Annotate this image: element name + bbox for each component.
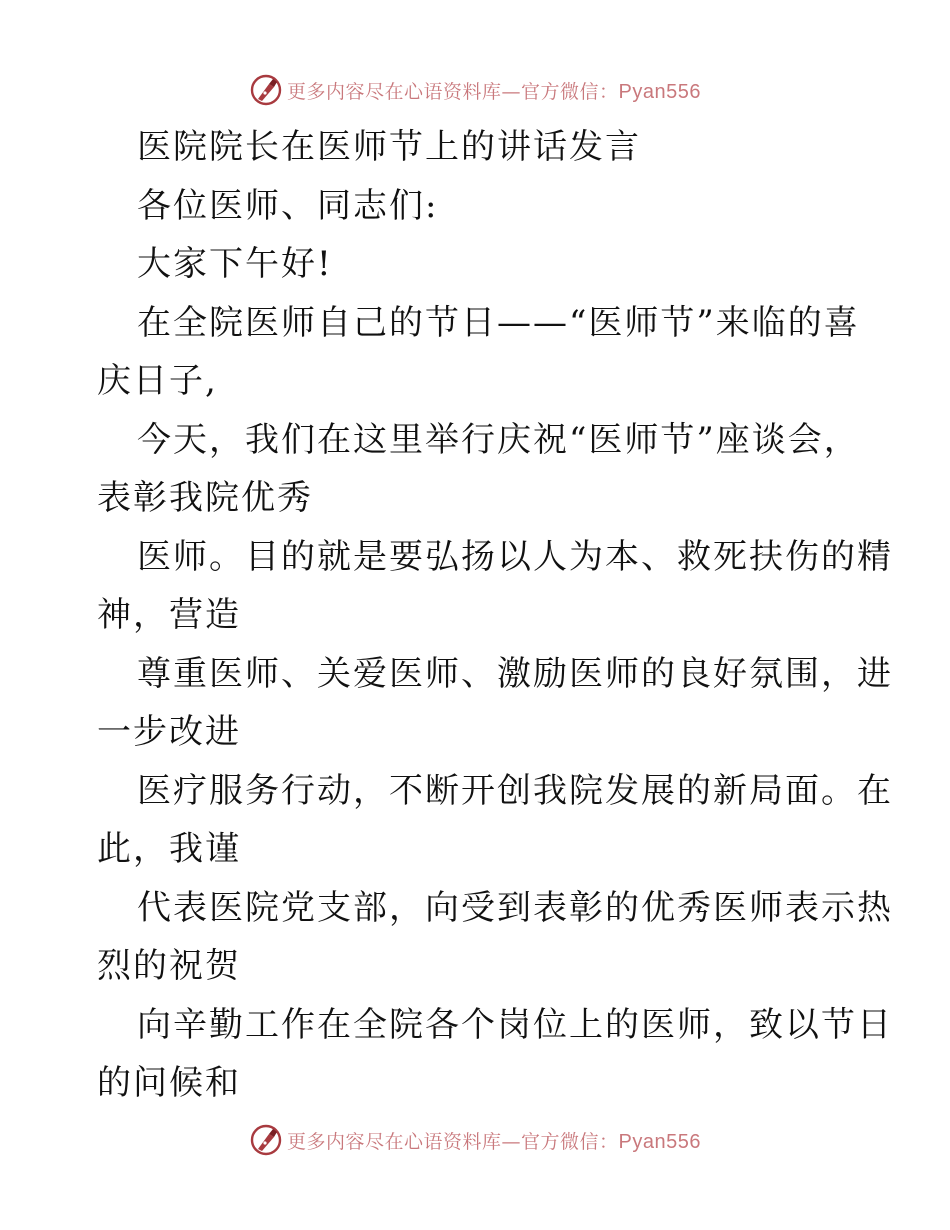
paragraph-line: 向辛勤工作在全院各个岗位上的医师，致以节日 xyxy=(137,1004,893,1045)
document-body xyxy=(97,118,893,1113)
paragraph-line: 神，营造 xyxy=(97,595,241,635)
pen-nib-logo-icon xyxy=(249,1123,283,1157)
paragraph-line: 医疗服务行动，不断开创我院发展的新局面。在 xyxy=(137,770,893,811)
footer-watermark-id: Pyan556 xyxy=(618,1130,701,1153)
pen-nib-logo-icon xyxy=(249,73,283,107)
greeting: 大家下午好! xyxy=(137,244,333,284)
paragraph-line: 表彰我院优秀 xyxy=(97,478,313,518)
paragraph-line: 医师。目的就是要弘扬以人为本、救死扶伤的精 xyxy=(137,536,893,577)
footer-watermark-text: 更多内容尽在心语资料库—官方微信：Pyan556 xyxy=(287,1130,701,1153)
paragraph-line: 一步改进 xyxy=(97,712,241,752)
document-title: 医院院长在医师节上的讲话发言 xyxy=(137,127,641,167)
paragraph-line: 今天，我们在这里举行庆祝“医师节”座谈会， xyxy=(137,419,860,460)
header-watermark-text: 更多内容尽在心语资料库—官方微信：Pyan556 xyxy=(287,80,701,103)
paragraph-line: 在全院医师自己的节日——“医师节”来临的喜 xyxy=(137,302,860,343)
paragraph-line: 庆日子, xyxy=(97,361,218,401)
salutation: 各位医师、同志们: xyxy=(137,185,439,226)
paragraph-line: 的问候和 xyxy=(97,1063,241,1103)
header-watermark-id: Pyan556 xyxy=(618,80,701,103)
paragraph-line: 尊重医师、关爱医师、激励医师的良好氛围，进 xyxy=(137,653,893,694)
header-watermark-banner xyxy=(0,70,950,110)
paragraph-line: 此，我谨 xyxy=(97,829,241,869)
footer-watermark-banner xyxy=(0,1120,950,1160)
paragraph-line: 烈的祝贺 xyxy=(97,946,241,986)
paragraph-line: 代表医院党支部，向受到表彰的优秀医师表示热 xyxy=(137,887,893,928)
